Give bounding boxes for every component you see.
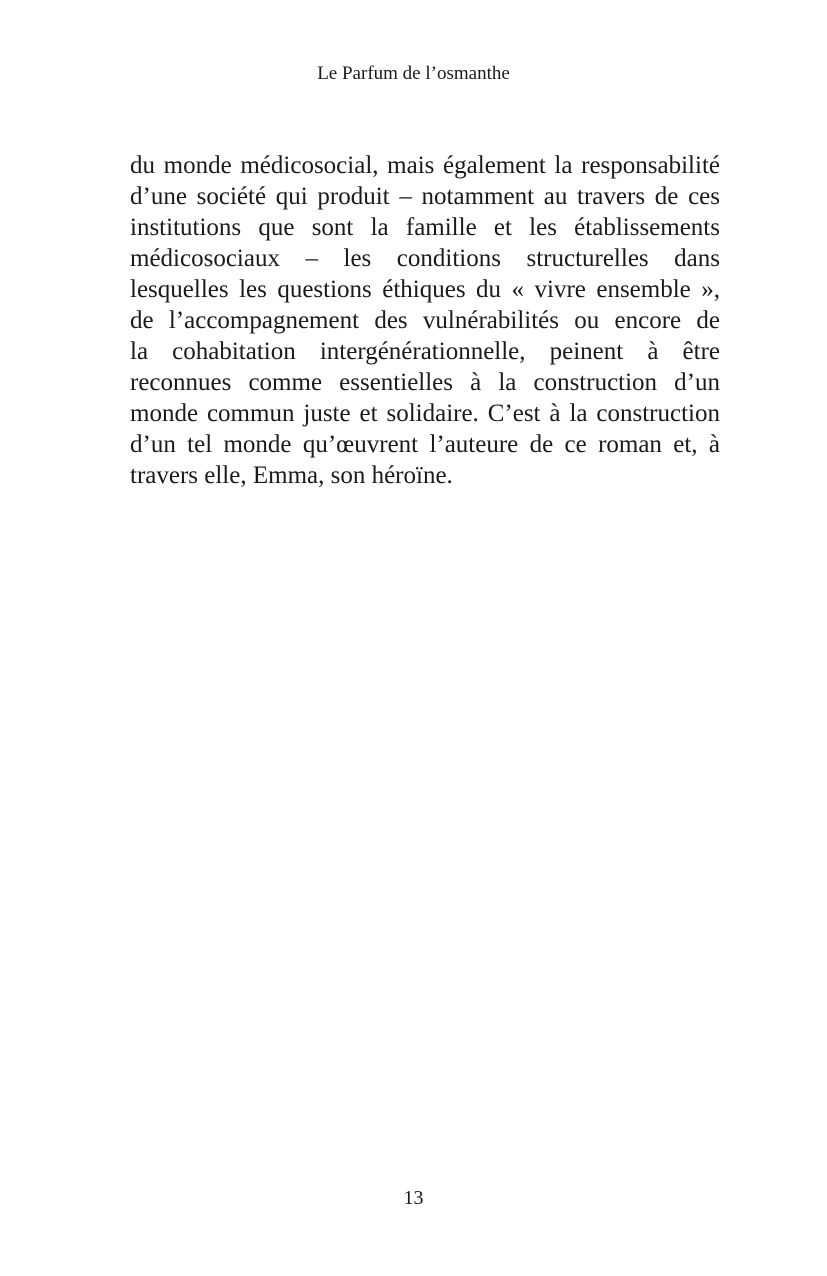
paragraph-line: institutions que sont la famille et les établissements bbox=[130, 214, 720, 241]
paragraph-line: du monde médicosocial, mais également la responsabilité bbox=[130, 152, 720, 179]
paragraph-line: monde commun juste et solidaire. C’est à la construction bbox=[130, 400, 720, 427]
page-number: 13 bbox=[403, 1187, 424, 1209]
running-head: Le Parfum de l’osmanthe bbox=[317, 63, 510, 84]
paragraph-line: d’un tel monde qu’œuvrent l’auteure de ce roman et, à bbox=[130, 431, 720, 458]
paragraph-line-last: travers elle, Emma, son héroïne. bbox=[130, 462, 453, 489]
paragraph-line: reconnues comme essentielles à la construction d’un bbox=[130, 369, 720, 396]
paragraph-line: médicosociaux – les conditions structurelles dans bbox=[130, 245, 720, 272]
paragraph-line: lesquelles les questions éthiques du « vivre ensemble », bbox=[130, 276, 720, 303]
body-paragraph bbox=[130, 150, 720, 491]
paragraph-line: d’une société qui produit – notamment au travers de ces bbox=[130, 183, 720, 210]
paragraph-line: la cohabitation intergénérationnelle, peinent à être bbox=[130, 338, 720, 365]
paragraph-line: de l’accompagnement des vulnérabilités ou encore de bbox=[130, 307, 720, 334]
